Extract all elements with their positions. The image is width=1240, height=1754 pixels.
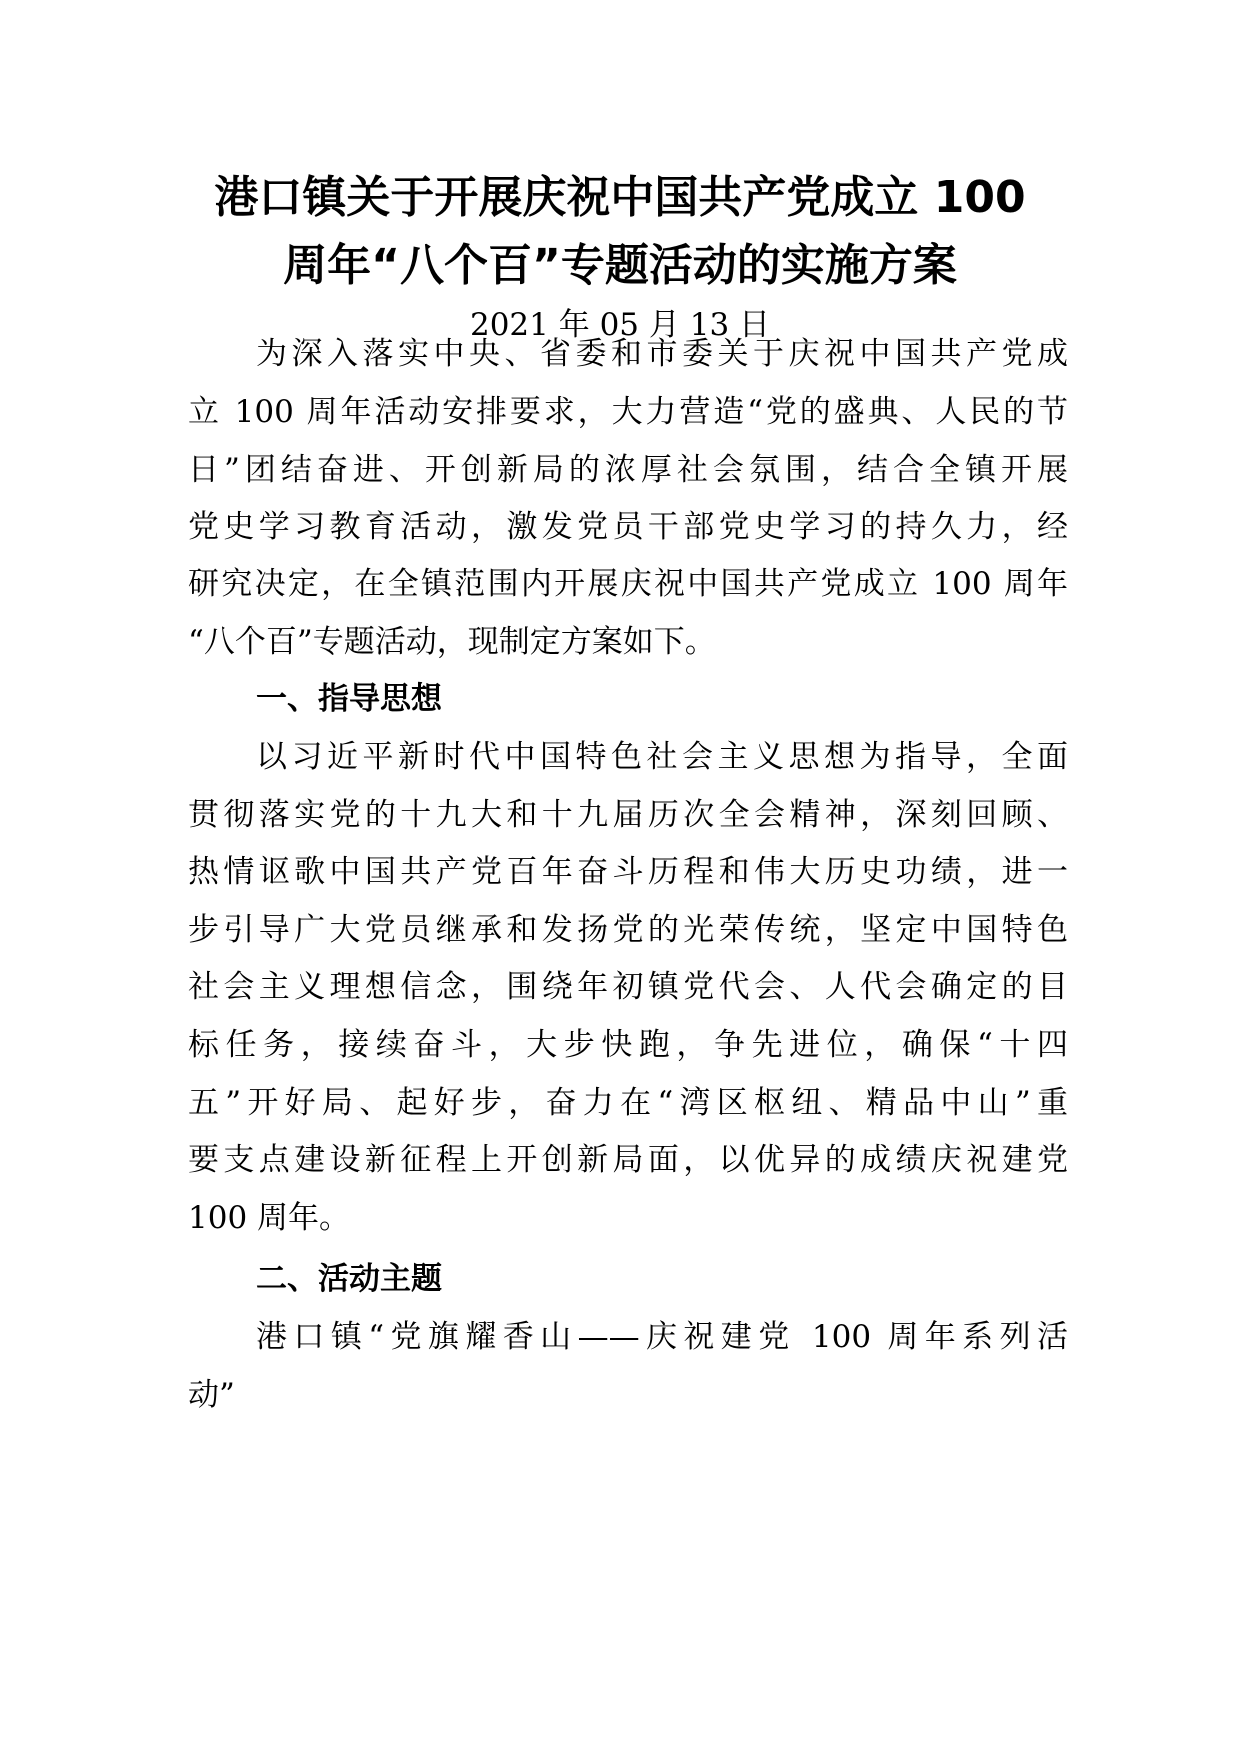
section2-line: 港口镇“党旗耀香山——庆祝建党 100 周年系列活 [256,1319,1068,1355]
section1-line: 贯彻落实党的十九大和十九届历次全会精神，深刻回顾、 [188,797,1068,833]
intro-line: 立 100 周年活动安排要求，大力营造“党的盛典、人民的节 [188,394,1068,430]
section1-line: 热情讴歌中国共产党百年奋斗历程和伟大历史功绩，进一 [188,854,1068,890]
section1-line: 步引导广大党员继承和发扬党的光荣传统，坚定中国特色 [188,912,1068,948]
section1-line: 要支点建设新征程上开创新局面，以优异的成绩庆祝建党 [188,1142,1068,1178]
section1-line: 五”开好局、起好步，奋力在“湾区枢纽、精品中山”重 [188,1085,1068,1121]
section-heading-activity-theme: 二、活动主题 [256,1261,442,1297]
section-heading-guiding-ideology: 一、指导思想 [256,681,442,717]
document-title-line-1: 港口镇关于开展庆祝中国共产党成立 100 [214,172,1026,223]
section1-line: 标任务，接续奋斗，大步快跑，争先进位，确保“十四 [188,1027,1068,1063]
section2-line: 动” [188,1377,235,1413]
intro-line: “八个百”专题活动，现制定方案如下。 [188,624,716,660]
intro-line: 为深入落实中央、省委和市委关于庆祝中国共产党成 [256,336,1068,372]
document-title-line-2: 周年“八个百”专题活动的实施方案 [283,240,957,291]
intro-line: 党史学习教育活动，激发党员干部党史学习的持久力，经 [188,509,1068,545]
section1-line: 社会主义理想信念，围绕年初镇党代会、人代会确定的目 [188,969,1068,1005]
section1-line: 以习近平新时代中国特色社会主义思想为指导，全面 [256,739,1068,775]
document-date: 2021 年 05 月 13 日 [469,307,771,343]
section1-line: 100 周年。 [188,1200,351,1236]
intro-line: 研究决定，在全镇范围内开展庆祝中国共产党成立 100 周年 [188,566,1068,602]
intro-line: 日”团结奋进、开创新局的浓厚社会氛围，结合全镇开展 [188,452,1068,488]
